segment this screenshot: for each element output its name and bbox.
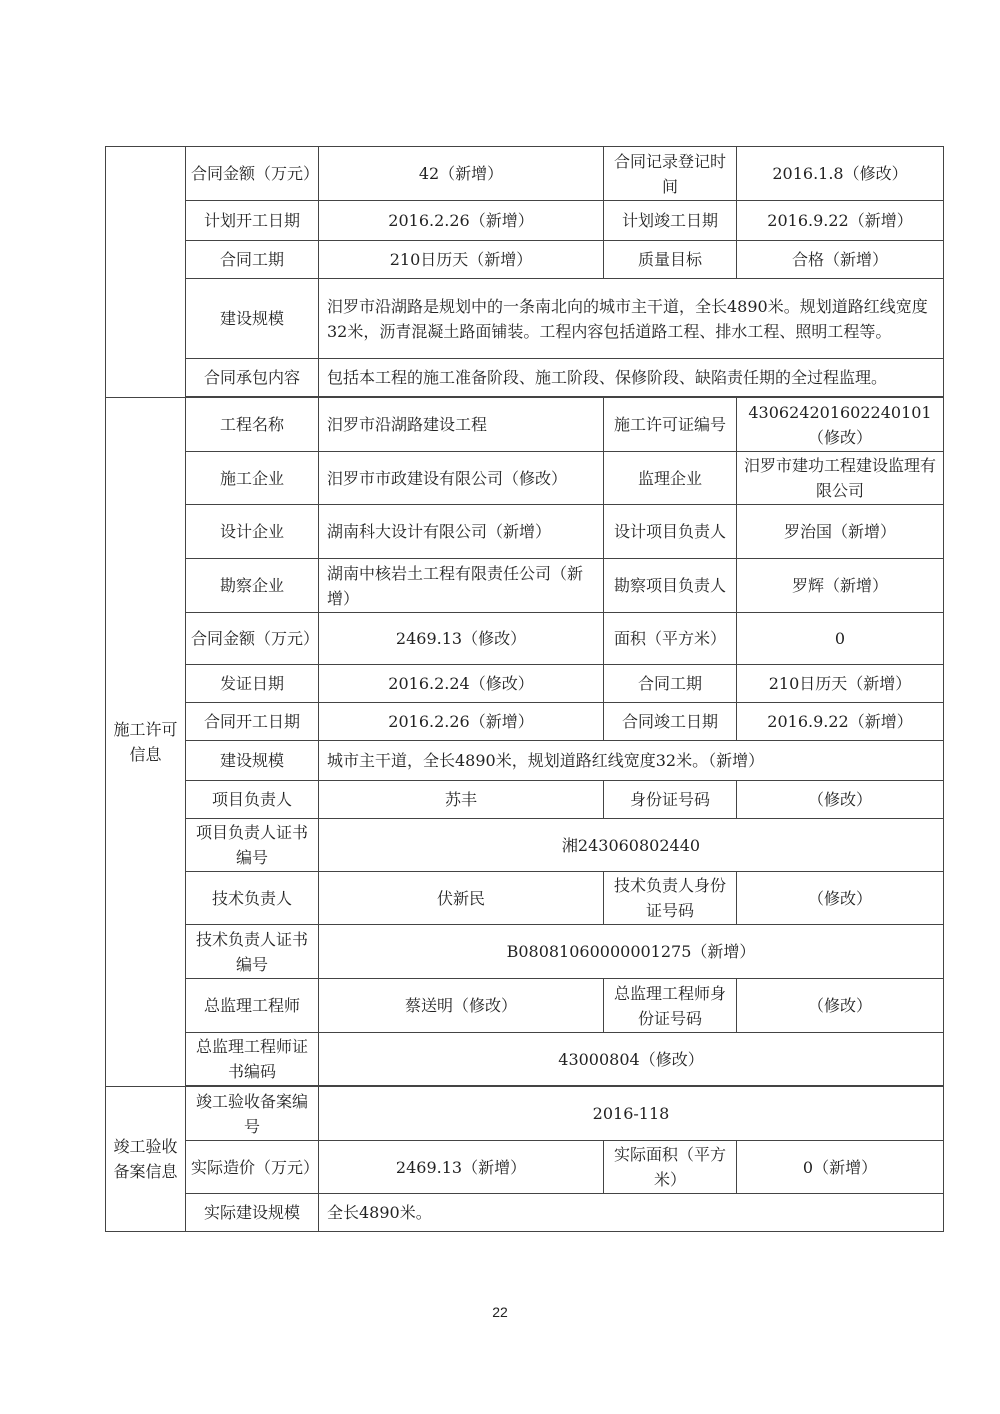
label: 建设规模 xyxy=(186,741,319,781)
value: 合格（新增） xyxy=(737,241,944,279)
value: 汨罗市市政建设有限公司（修改） xyxy=(319,452,604,505)
label: 发证日期 xyxy=(186,665,319,703)
label: 建设规模 xyxy=(186,279,319,359)
label: 计划开工日期 xyxy=(186,201,319,241)
value: 包括本工程的施工准备阶段、施工阶段、保修阶段、缺陷责任期的全过程监理。 xyxy=(319,359,944,397)
page-number: 22 xyxy=(492,1304,508,1320)
label: 总监理工程师证书编码 xyxy=(186,1033,319,1086)
value: 罗辉（新增） xyxy=(737,559,944,613)
value: 湖南科大设计有限公司（新增） xyxy=(319,505,604,559)
value: 2016.9.22（新增） xyxy=(737,201,944,241)
label: 质量目标 xyxy=(604,241,737,279)
value: 湘243060802440 xyxy=(319,819,944,872)
value: 湖南中核岩土工程有限责任公司（新增） xyxy=(319,559,604,613)
value: 汨罗市沿湖路是规划中的一条南北向的城市主干道，全长4890米。规划道路红线宽度32米，沥青混凝土路面铺装。工程内容包括道路工程、排水工程、照明工程等。 xyxy=(319,279,944,359)
value: （修改） xyxy=(737,781,944,819)
label: 勘察企业 xyxy=(186,559,319,613)
label: 施工许可证编号 xyxy=(604,398,737,452)
label: 项目负责人 xyxy=(186,781,319,819)
contract-section-cell xyxy=(106,147,186,398)
label: 勘察项目负责人 xyxy=(604,559,737,613)
value: 42（新增） xyxy=(319,147,604,201)
label: 实际造价（万元） xyxy=(186,1141,319,1194)
label: 设计项目负责人 xyxy=(604,505,737,559)
label: 合同金额（万元） xyxy=(186,613,319,665)
project-info-table xyxy=(105,146,944,1232)
label: 项目负责人证书编号 xyxy=(186,819,319,872)
completion-section-label: 竣工验收备案信息 xyxy=(106,1087,186,1232)
value: 2016.9.22（新增） xyxy=(737,703,944,741)
label: 身份证号码 xyxy=(604,781,737,819)
label: 技术负责人身份证号码 xyxy=(604,872,737,925)
permit-section-label: 施工许可信息 xyxy=(106,398,186,1087)
label: 总监理工程师 xyxy=(186,979,319,1033)
label: 面积（平方米） xyxy=(604,613,737,665)
value: 蔡送明（修改） xyxy=(319,979,604,1033)
label: 监理企业 xyxy=(604,452,737,505)
label: 合同记录登记时间 xyxy=(604,147,737,201)
label: 总监理工程师身份证号码 xyxy=(604,979,737,1033)
value: 城市主干道，全长4890米，规划道路红线宽度32米。（新增） xyxy=(319,741,944,781)
value: 2016.2.26（新增） xyxy=(319,703,604,741)
value: 汨罗市建功工程建设监理有限公司 xyxy=(737,452,944,505)
value: 43000804（修改） xyxy=(319,1033,944,1086)
value: 罗治国（新增） xyxy=(737,505,944,559)
label: 合同工期 xyxy=(604,665,737,703)
value: B08081060000001275（新增） xyxy=(319,925,944,979)
label: 施工企业 xyxy=(186,452,319,505)
value: （修改） xyxy=(737,872,944,925)
value: 210日历天（新增） xyxy=(319,241,604,279)
label: 实际面积（平方米） xyxy=(604,1141,737,1194)
value: 2469.13（修改） xyxy=(319,613,604,665)
label: 竣工验收备案编号 xyxy=(186,1087,319,1141)
label: 设计企业 xyxy=(186,505,319,559)
value: 0 xyxy=(737,613,944,665)
value: 210日历天（新增） xyxy=(737,665,944,703)
label: 合同竣工日期 xyxy=(604,703,737,741)
value: 2016.1.8（修改） xyxy=(737,147,944,201)
value: 2016-118 xyxy=(319,1087,944,1141)
value: 430624201602240101（修改） xyxy=(737,398,944,452)
label: 合同工期 xyxy=(186,241,319,279)
value: 全长4890米。 xyxy=(319,1194,944,1232)
value: 苏丰 xyxy=(319,781,604,819)
label: 技术负责人证书编号 xyxy=(186,925,319,979)
label: 合同承包内容 xyxy=(186,359,319,397)
value: 2016.2.24（修改） xyxy=(319,665,604,703)
value: 2016.2.26（新增） xyxy=(319,201,604,241)
label: 技术负责人 xyxy=(186,872,319,925)
value: 伏新民 xyxy=(319,872,604,925)
label: 实际建设规模 xyxy=(186,1194,319,1232)
label: 合同开工日期 xyxy=(186,703,319,741)
value: 汨罗市沿湖路建设工程 xyxy=(319,398,604,452)
label: 合同金额（万元） xyxy=(186,147,319,201)
value: （修改） xyxy=(737,979,944,1033)
label: 工程名称 xyxy=(186,398,319,452)
value: 2469.13（新增） xyxy=(319,1141,604,1194)
value: 0（新增） xyxy=(737,1141,944,1194)
label: 计划竣工日期 xyxy=(604,201,737,241)
